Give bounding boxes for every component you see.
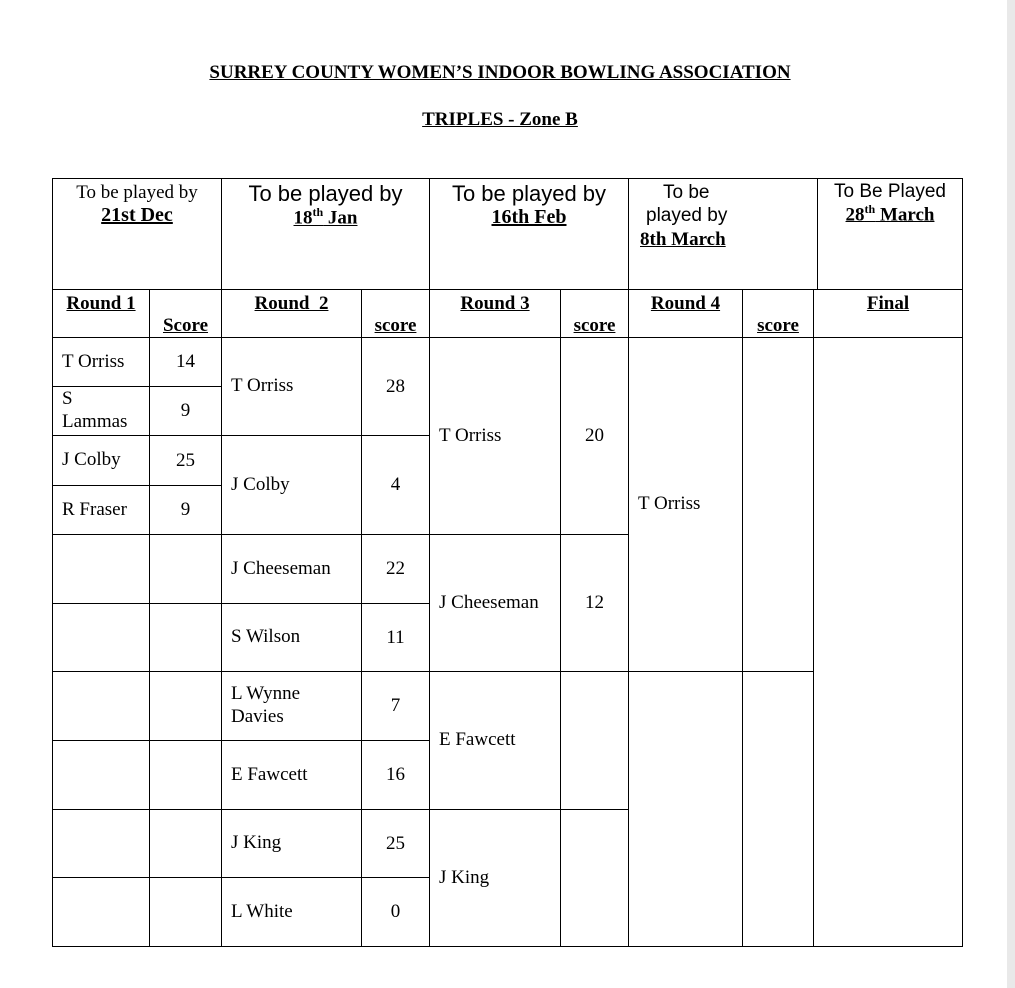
round-1-header: Round 1: [52, 289, 150, 338]
document-title: SURREY COUNTY WOMEN’S INDOOR BOWLING ASSOCIATION: [209, 62, 791, 83]
schedule-label: To be played by: [248, 181, 403, 206]
date-day: 18: [293, 207, 313, 229]
round-2-header: Round 2: [221, 289, 362, 338]
round-4-header: Round 4: [628, 289, 743, 338]
round-3-score: 20: [560, 337, 629, 535]
round-1-empty-score: [149, 809, 222, 878]
round-1-empty-cell: [52, 809, 150, 878]
round-3-header: Round 3: [429, 289, 561, 338]
final-winner: [813, 337, 963, 947]
round-1-empty-cell: [52, 534, 150, 604]
round-2-score: 16: [361, 740, 430, 810]
round-1-empty-cell: [52, 671, 150, 741]
date-suffix: th: [312, 205, 324, 220]
final-header: Final: [813, 289, 963, 338]
round-2-score: 4: [361, 435, 430, 535]
round-1-empty-cell: [52, 603, 150, 672]
round-2-team: T Orriss: [221, 337, 362, 436]
round-2-team: J King: [221, 809, 362, 878]
round-2-team: J Colby: [221, 435, 362, 535]
round-2-team: J Cheeseman: [221, 534, 362, 604]
schedule-label-line1: To be: [663, 182, 710, 203]
round-1-score: 25: [149, 435, 222, 486]
round-3-score: [560, 809, 629, 947]
scrollbar[interactable]: [1007, 0, 1015, 988]
round-2-score: 25: [361, 809, 430, 878]
schedule-label: To be played by: [76, 182, 198, 203]
schedule-date: [222, 206, 429, 229]
schedule-round-1: [52, 178, 222, 290]
round-1-team: S Lammas: [52, 386, 150, 436]
round-2-score: 28: [361, 337, 430, 436]
round-3-score: [560, 671, 629, 810]
round-1-score: 9: [149, 485, 222, 535]
round-1-score: 14: [149, 337, 222, 387]
round-1-empty-score: [149, 877, 222, 947]
round-1-empty-score: [149, 603, 222, 672]
round-4-score-header: score: [742, 289, 814, 338]
date-suffix: th: [864, 201, 876, 216]
round-1-team: T Orriss: [52, 337, 150, 387]
round-2-score-header: score: [361, 289, 430, 338]
schedule-round-3: [429, 178, 629, 290]
date-day: 28: [845, 204, 865, 226]
round-1-score: 9: [149, 386, 222, 436]
round-2-score: 0: [361, 877, 430, 947]
schedule-label: To be played by: [451, 181, 607, 206]
document-subtitle: TRIPLES - Zone B: [422, 109, 578, 130]
round-3-score: 12: [560, 534, 629, 672]
round-1-empty-score: [149, 534, 222, 604]
schedule-date: 16th Feb: [491, 206, 567, 229]
round-3-team: J King: [429, 809, 561, 947]
round-2-team: L Wynne Davies: [221, 671, 362, 741]
round-4-score: [742, 671, 814, 947]
round-3-score-header: score: [560, 289, 629, 338]
round-2-score: 11: [361, 603, 430, 672]
round-1-score-header: Score: [149, 289, 222, 338]
round-2-score: 22: [361, 534, 430, 604]
round-1-empty-cell: [52, 740, 150, 810]
round-4-score: [742, 337, 814, 672]
round-4-team: [628, 671, 743, 947]
round-1-team: J Colby: [52, 435, 150, 486]
schedule-date: 8th March: [640, 229, 726, 250]
schedule-final: [817, 178, 963, 290]
round-2-team: L White: [221, 877, 362, 947]
date-month: Jan: [323, 207, 358, 229]
date-month: March: [875, 204, 935, 226]
round-1-empty-score: [149, 671, 222, 741]
schedule-date: 21st Dec: [101, 203, 173, 226]
round-2-score: 7: [361, 671, 430, 741]
schedule-label-line2: played by: [646, 205, 728, 226]
round-1-team: R Fraser: [52, 485, 150, 535]
round-3-team: E Fawcett: [429, 671, 561, 810]
round-3-team: J Cheeseman: [429, 534, 561, 672]
schedule-label: To Be Played: [834, 181, 946, 202]
schedule-round-2: [221, 178, 430, 290]
round-4-team: T Orriss: [628, 337, 743, 672]
round-2-team: S Wilson: [221, 603, 362, 672]
round-2-team: E Fawcett: [221, 740, 362, 810]
round-1-empty-cell: [52, 877, 150, 947]
schedule-date: [818, 203, 962, 226]
schedule-round-4: [628, 178, 818, 290]
round-1-empty-score: [149, 740, 222, 810]
round-3-team: T Orriss: [429, 337, 561, 535]
